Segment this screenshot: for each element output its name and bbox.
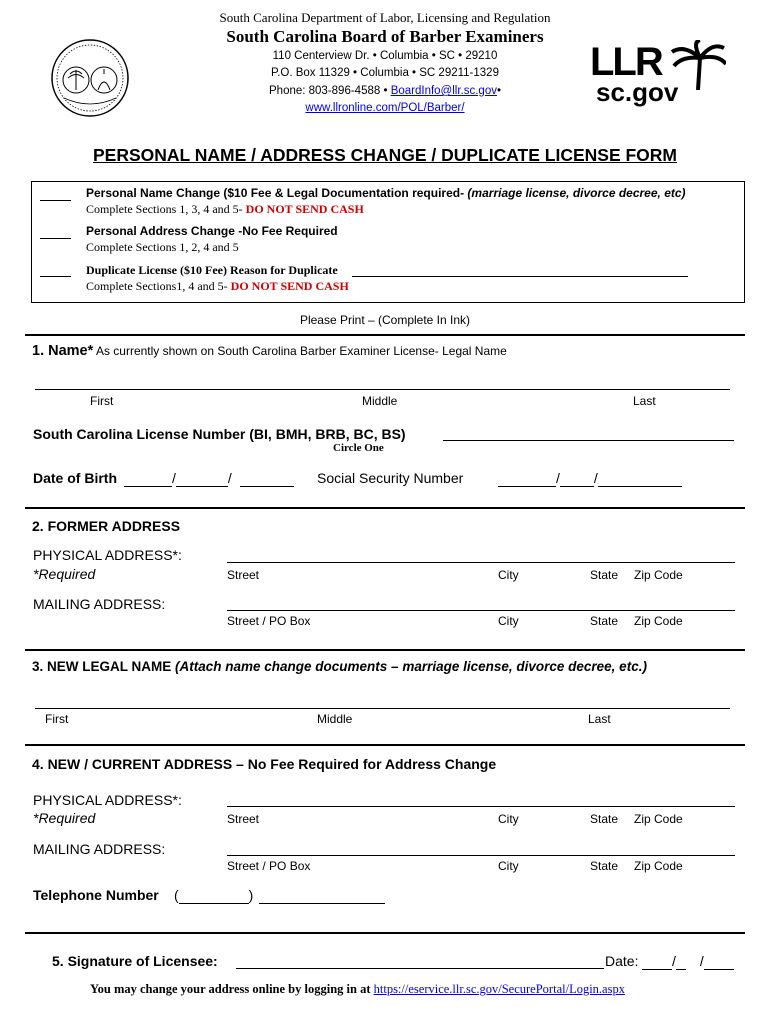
duplicate-sub (86, 279, 349, 294)
name-change-sections: Complete Sections 1, 3, 4 and 5- (86, 202, 246, 216)
section-3-header (32, 659, 647, 674)
dob-label: Date of Birth (33, 470, 117, 486)
duplicate-warning: DO NOT SEND CASH (230, 279, 349, 293)
license-number-label: South Carolina License Number (BI, BMH, BRB, BC, BS) (33, 426, 406, 442)
section-3-heading: 3. NEW LEGAL NAME (32, 659, 172, 674)
last-name-label: Last (633, 394, 656, 408)
palmetto-tree-icon (670, 40, 726, 90)
former-city-label: City (498, 568, 519, 582)
department-name: South Carolina Department of Labor, Licensing and Regulation (219, 10, 551, 25)
state-seal-icon (50, 38, 130, 118)
new-mail-zip-label: Zip Code (634, 859, 683, 873)
logo-scgov-text: sc.gov (596, 77, 679, 107)
new-city-label: City (498, 812, 519, 826)
board-address-1: 110 Centerview Dr. • Columbia • SC • 29210 (272, 50, 498, 62)
new-middle-label: Middle (317, 712, 353, 726)
footer-text: You may change your address online by logging in at (90, 982, 374, 996)
section-2-divider (25, 507, 745, 509)
new-last-label: Last (588, 712, 611, 726)
board-name: South Carolina Board of Barber Examiners (226, 27, 544, 46)
former-physical-field[interactable] (227, 562, 735, 563)
section-5-divider (25, 932, 745, 934)
new-state-label: State (590, 812, 619, 826)
form-title: PERSONAL NAME / ADDRESS CHANGE / DUPLICATE LICENSE FORM (92, 145, 678, 165)
section-1-heading: 1. Name* (32, 343, 94, 359)
phone-suffix: • (496, 85, 501, 97)
date-label: Date: (605, 953, 639, 969)
former-physical-label: PHYSICAL ADDRESS*: (33, 547, 182, 563)
board-address-2: P.O. Box 11329 • Columbia • SC 29211-1329 (271, 67, 499, 79)
new-mail-city-label: City (498, 859, 519, 873)
email-link[interactable]: BoardInfo@llr.sc.gov (390, 85, 497, 97)
signature-label: 5. Signature of Licensee: (52, 953, 218, 969)
license-number-field[interactable] (443, 440, 734, 441)
former-mail-state-label: State (590, 614, 619, 628)
duplicate-checkbox-blank[interactable] (40, 276, 71, 277)
address-change-sub: Complete Sections 1, 2, 4 and 5 (86, 240, 239, 254)
telephone-label: Telephone Number (33, 887, 159, 903)
ssn-label: Social Security Number (317, 470, 464, 486)
section-3-divider (25, 649, 745, 651)
section-4-heading: 4. NEW / CURRENT ADDRESS – No Fee Required for Address Change (32, 756, 497, 772)
former-required-note: *Required (33, 566, 96, 582)
new-mailing-label: MAILING ADDRESS: (33, 841, 166, 857)
footer-note (90, 982, 625, 997)
dob-field[interactable]: / / (124, 470, 294, 487)
llr-logo (590, 40, 730, 110)
please-print-note: Please Print – (Complete In Ink) (299, 313, 471, 327)
new-mail-state-label: State (590, 859, 619, 873)
new-physical-field[interactable] (227, 806, 735, 807)
new-po-label: Street / PO Box (227, 859, 311, 873)
date-field[interactable]: / / (642, 953, 734, 970)
online-portal-link[interactable]: https://eservice.llr.sc.gov/SecurePortal/Login.aspx (373, 982, 625, 996)
name-change-warning: DO NOT SEND CASH (245, 202, 364, 216)
website-link[interactable]: www.llronline.com/POL/Barber/ (305, 102, 465, 114)
new-name-field[interactable] (35, 708, 730, 709)
first-name-label: First (90, 394, 114, 408)
name-change-title (86, 186, 686, 200)
name-change-sub (86, 202, 364, 217)
name-change-title-text: Personal Name Change ($10 Fee & Legal Documentation required- (86, 186, 465, 200)
duplicate-reason-field[interactable] (352, 276, 688, 277)
legal-name-field[interactable] (35, 389, 730, 390)
section-1-header (32, 343, 507, 359)
circle-one-note: Circle One (333, 442, 384, 454)
phone-text: Phone: 803-896-4588 • (269, 85, 391, 97)
new-street-label: Street (227, 812, 260, 826)
logo-llr-text: LLR (590, 40, 662, 84)
new-first-label: First (45, 712, 69, 726)
middle-name-label: Middle (362, 394, 398, 408)
name-change-checkbox-blank[interactable] (40, 200, 71, 201)
former-po-label: Street / PO Box (227, 614, 311, 628)
ssn-field[interactable]: / / (498, 470, 682, 487)
duplicate-sections: Complete Sections1, 4 and 5- (86, 279, 231, 293)
signature-field[interactable] (236, 968, 604, 969)
former-mailing-field[interactable] (227, 610, 735, 611)
name-change-examples: (marriage license, divorce decree, etc) (464, 186, 686, 200)
former-zip-label: Zip Code (634, 568, 683, 582)
new-zip-label: Zip Code (634, 812, 683, 826)
address-change-checkbox-blank[interactable] (40, 238, 71, 239)
new-mailing-field[interactable] (227, 855, 735, 856)
former-state-label: State (590, 568, 619, 582)
former-mail-zip-label: Zip Code (634, 614, 683, 628)
section-3-note: (Attach name change documents – marriage license, divorce decree, etc.) (171, 659, 647, 674)
duplicate-title: Duplicate License ($10 Fee) Reason for Duplicate (86, 263, 338, 277)
telephone-field[interactable]: ( ) (174, 887, 385, 904)
address-change-title: Personal Address Change -No Fee Required (86, 224, 338, 238)
former-mail-city-label: City (498, 614, 519, 628)
former-street-label: Street (227, 568, 260, 582)
new-required-note: *Required (33, 810, 96, 826)
section-1-divider (25, 334, 745, 336)
former-mailing-label: MAILING ADDRESS: (33, 596, 166, 612)
section-1-note: As currently shown on South Carolina Barber Examiner License- Legal Name (93, 344, 507, 358)
section-4-divider (25, 744, 745, 746)
new-physical-label: PHYSICAL ADDRESS*: (33, 792, 182, 808)
section-2-heading: 2. FORMER ADDRESS (32, 518, 181, 534)
